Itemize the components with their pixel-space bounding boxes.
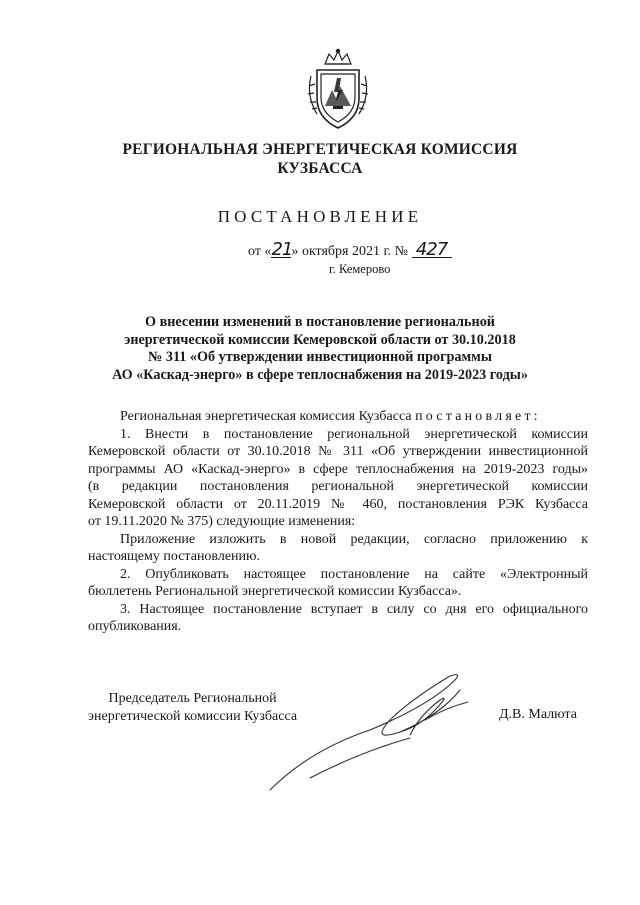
handwritten-signature-icon: [250, 660, 480, 800]
item-1a-line: Приложение изложить в новой редакции, согласно приложению к: [120, 531, 588, 547]
item-2-line: 2. Опубликовать настоящее постановление на сайте «Электронный: [120, 566, 588, 582]
city: г. Кемерово: [329, 262, 391, 276]
item-1-line: Кемеровской области от 20.11.2019 № 460, постановления РЭК Кузбасса: [88, 496, 588, 512]
subject-line: О внесении изменений в постановление региональной: [145, 314, 495, 330]
handwritten-day: 21: [271, 239, 293, 260]
date-number-line: [248, 239, 452, 260]
intro-text: Региональная энергетическая комиссия Кузбасса: [120, 409, 412, 424]
item-2-line: бюллетень Региональной энергетической комиссии Кузбасса».: [88, 584, 462, 599]
org-title-line: РЕГИОНАЛЬНАЯ ЭНЕРГЕТИЧЕСКАЯ КОМИССИЯ: [122, 141, 518, 158]
org-title-line: КУЗБАССА: [277, 160, 363, 177]
subject-line: АО «Каскад-энерго» в сфере теплоснабжения на 2019-2023 годы»: [112, 366, 528, 383]
signer-name: Д.В. Малюта: [499, 707, 577, 722]
intro-paragraph: [88, 408, 588, 426]
subject-line: энергетической комиссии Кемеровской области от 30.10.2018: [124, 331, 516, 348]
item-1-line: (в редакции постановления региональной энергетической комиссии: [88, 479, 588, 494]
item-1-line: 1. Внести в постановление региональной энергетической комиссии: [120, 426, 588, 442]
signer-title-line: Председатель Региональной: [108, 691, 277, 706]
item-1a-line: настоящему постановлению.: [88, 549, 260, 564]
document-type: ПОСТАНОВЛЕНИЕ: [217, 207, 423, 226]
signer-title-line: энергетической комиссии Кузбасса: [88, 708, 298, 724]
handwritten-number: 427: [412, 242, 452, 258]
date-prefix: от «: [248, 244, 272, 259]
item-1-line: программы АО «Каскад-энерго» в сфере теплоснабжения на 2019-2023 годы»: [88, 461, 588, 477]
subject-line: № 311 «Об утверждении инвестиционной программы: [148, 349, 492, 365]
item-1-line: Кемеровской области от 30.10.2018 № 311 «Об утверждении инвестиционной: [88, 444, 588, 459]
document-subject: [0, 314, 640, 384]
organization-title: [0, 140, 640, 178]
item-3-line: опубликования.: [88, 619, 182, 634]
item-1-line: от 19.11.2020 № 375) следующие изменения:: [88, 514, 356, 529]
kuzbass-coat-of-arms-icon: [303, 46, 373, 134]
date-middle: » октября 2021 г. №: [291, 244, 409, 259]
item-3-line: 3. Настоящее постановление вступает в силу со дня его официального: [120, 601, 588, 617]
signer-title: [88, 690, 297, 725]
document-body: [88, 408, 588, 636]
intro-verb: постановляет:: [415, 409, 541, 424]
